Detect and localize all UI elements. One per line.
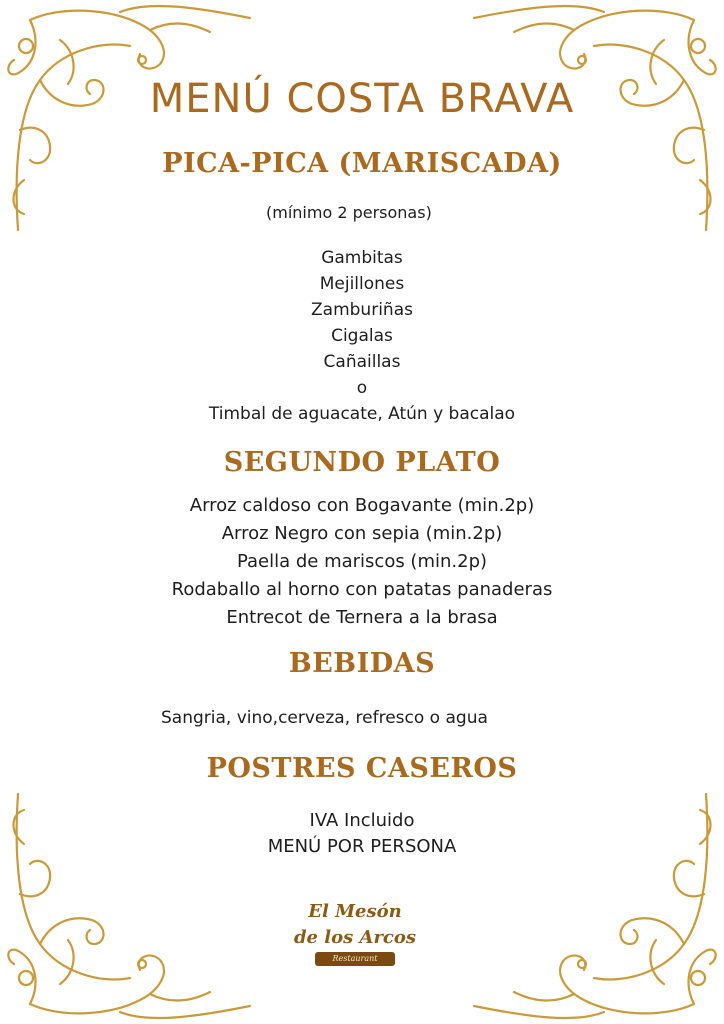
restaurant-logo [290, 897, 420, 977]
list-item: Paella de mariscos (min.2p) [236, 551, 488, 572]
list-item: Zamburiñas [311, 300, 413, 320]
list-item: Gambitas [321, 248, 403, 268]
list-item: Entrecot de Ternera a la brasa [226, 607, 498, 628]
list-item: Mejillones [319, 274, 405, 294]
drinks-text: Sangria, vino,cerveza, refresco o agua [161, 708, 488, 728]
section-heading-bebidas: BEBIDAS [288, 648, 436, 679]
section-heading-postres: POSTRES CASEROS [206, 753, 518, 784]
list-item: Cañaillas [323, 352, 401, 372]
list-item: Rodaballo al horno con patatas panaderas [171, 579, 553, 600]
pica-pica-list [0, 245, 724, 427]
list-item: Timbal de aguacate, Atún y bacalao [208, 404, 516, 424]
minimum-persons-note: (mínimo 2 personas) [266, 203, 432, 222]
section-heading-segundo-plato: SEGUNDO PLATO [223, 447, 501, 478]
list-item: Cigalas [331, 326, 393, 346]
logo-line-3: Restaurant [332, 954, 378, 963]
list-item: IVA Incluido [309, 810, 415, 831]
list-item: Arroz caldoso con Bogavante (min.2p) [189, 495, 535, 516]
logo-line-2: de los Arcos [293, 927, 417, 948]
logo-ribbon [315, 952, 395, 966]
list-item: Arroz Negro con sepia (min.2p) [221, 523, 503, 544]
footer-notes [0, 808, 724, 860]
segundo-plato-list [0, 492, 724, 632]
logo-line-1: El Mesón [308, 901, 402, 922]
menu-title: MENÚ COSTA BRAVA [149, 76, 575, 122]
list-item: o [356, 378, 368, 398]
section-heading-pica-pica: PICA-PICA (MARISCADA) [162, 148, 562, 179]
list-item: MENÚ POR PERSONA [267, 836, 457, 857]
